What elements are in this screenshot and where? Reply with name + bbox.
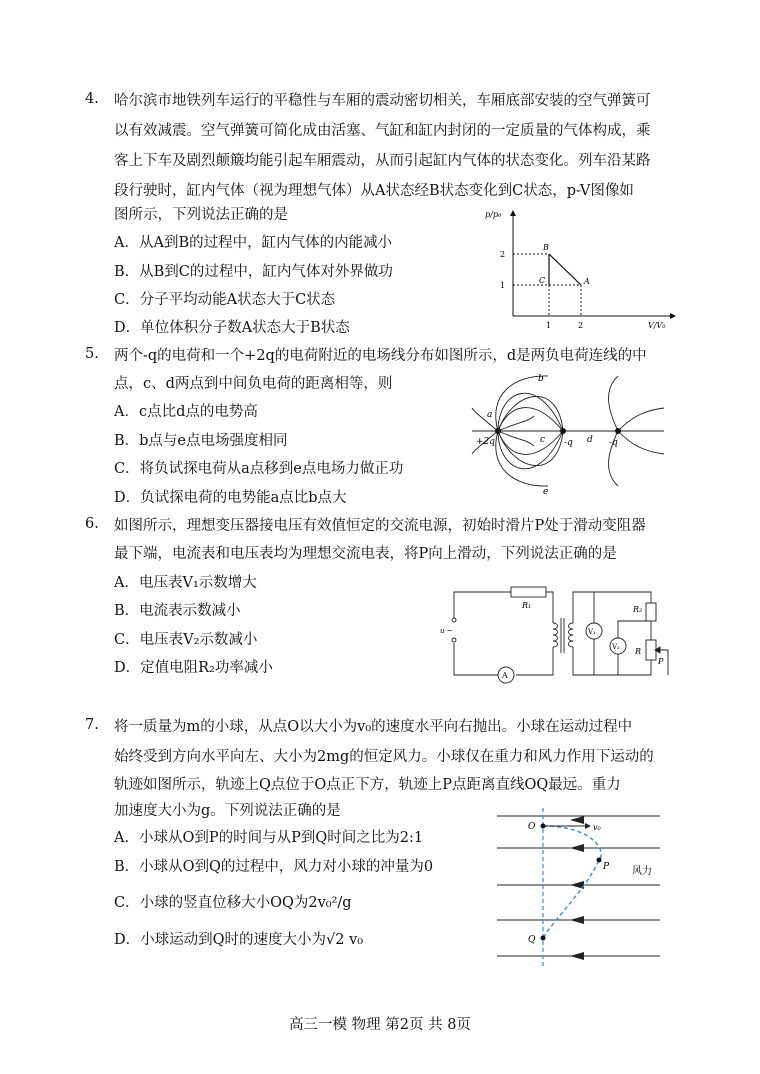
label-point-a: a [487, 410, 493, 420]
pv-ytick: 1 [500, 281, 506, 290]
label-v2: V₂ [612, 643, 620, 651]
label-neg-charge: -q [609, 438, 618, 448]
label-pos-charge: +2q [476, 437, 496, 447]
label-point-b: b [538, 374, 544, 384]
q4-number: 4. [85, 91, 99, 107]
trajectory [543, 826, 601, 938]
resistor-r2 [646, 603, 656, 621]
q7-option-d: D．小球运动到Q时的速度大小为√2 v₀ [114, 932, 364, 948]
q7-text-line: 轨迹如图所示，轨迹上Q点位于O点正下方，轨迹上P点距离直线OQ最远。重力 [114, 777, 621, 793]
q4-text-line: 哈尔滨市地铁列车运行的平稳性与车厢的震动密切相关，车厢底部安装的空气弹簧可 [114, 93, 651, 109]
q4-text-line: 以有效减震。空气弹簧可简化成由活塞、气缸和缸内封闭的一定质量的气体构成，乘 [114, 123, 651, 139]
pv-point-b: B [543, 243, 549, 252]
q5-text-line: 两个-q的电荷和一个+2q的电荷附近的电场线分布如图所示，d是两负电荷连线的中 [114, 348, 647, 364]
label-ammeter: A [502, 671, 508, 680]
q5-option-b: B．b点与e点电场强度相同 [114, 433, 288, 449]
q4-text-line: 客上下车及剧烈颠簸均能引起车厢震动，从而引起缸内气体的状态变化。列车沿某路 [114, 153, 651, 169]
secondary-coil [569, 623, 574, 647]
pv-ylabel: p/p₀ [485, 210, 502, 219]
q6-number: 6. [85, 516, 99, 532]
point-q [541, 936, 546, 941]
q5-option-d: D．负试探电荷的电势能a点比b点大 [114, 490, 347, 506]
q7-option-a: A．小球从O到P的时间与从P到Q时间之比为2:1 [114, 830, 424, 846]
pv-graph [480, 204, 680, 334]
point-p [597, 858, 602, 863]
q5-text-line: 点，c、d两点到中间负电荷的距离相等，则 [114, 376, 393, 392]
q4-text-line: 段行驶时，缸内气体（视为理想气体）从A状态经B状态变化到C状态，p-V图像如 [114, 183, 634, 199]
page-footer: 高三一模 物理 第2页 共 8页 [289, 1017, 471, 1033]
wind-trajectory-diagram [495, 808, 665, 968]
label-q: Q [528, 935, 536, 945]
q4-option-b: B．从B到C的过程中，缸内气体对外界做功 [114, 264, 393, 280]
electric-field-diagram [468, 370, 668, 500]
label-v0: v₀ [593, 823, 601, 832]
q5-option-a: A．c点比d点的电势高 [114, 404, 258, 420]
q6-text-line: 如图所示，理想变压器接电压有效值恒定的交流电源，初始时滑片P处于滑动变阻器 [114, 518, 646, 534]
q7-option-c: C．小球的竖直位移大小OQ为2v₀²/g [114, 895, 352, 911]
q4-option-c: C．分子平均动能A状态大于C状态 [114, 292, 336, 308]
label-r2: R₂ [633, 605, 643, 614]
label-wind: 风力 [632, 866, 652, 877]
primary-coil [553, 623, 558, 647]
label-point-d: d [587, 435, 593, 445]
q7-text-line: 加速度大小为g。下列说法正确的是 [114, 803, 341, 819]
q6-option-b: B．电流表示数减小 [114, 603, 241, 619]
q7-number: 7. [85, 717, 99, 733]
label-v1: V₁ [588, 628, 596, 636]
resistor-r1 [511, 587, 546, 597]
q4-text-line: 图所示，下列说法正确的是 [114, 207, 288, 223]
label-point-e: e [543, 487, 549, 497]
label-r1: R₁ [522, 601, 532, 610]
pv-point-a: A [584, 277, 590, 286]
q7-option-b: B．小球从O到Q的过程中，风力对小球的冲量为0 [114, 859, 434, 875]
pv-ba-line [549, 254, 581, 285]
label-source: u ~ [440, 627, 453, 635]
label-p: P [603, 862, 610, 872]
pv-xtick: 2 [578, 321, 584, 330]
pv-xlabel: V/V₀ [648, 321, 666, 330]
q5-option-c: C．将负试探电荷从a点移到e点电场力做正功 [114, 461, 404, 477]
label-point-c: c [540, 435, 546, 445]
q6-option-a: A．电压表V₁示数增大 [114, 575, 257, 591]
q4-option-a: A．从A到B的过程中，缸内气体的内能减小 [114, 235, 393, 251]
pv-ytick: 2 [500, 250, 506, 259]
point-o [541, 824, 546, 829]
positive-charge [495, 428, 501, 434]
q5-number: 5. [85, 346, 99, 362]
label-slider-p: P [658, 657, 664, 666]
pv-xtick: 1 [546, 321, 552, 330]
negative-charge-middle [560, 428, 566, 434]
pv-point-c: C [539, 276, 546, 285]
label-r: R [635, 647, 642, 656]
negative-charge-right [615, 428, 621, 434]
q7-text-line: 始终受到方向水平向左、大小为2mg的恒定风力。小球仅在重力和风力作用下运动的 [114, 749, 654, 765]
q7-text-line: 将一质量为m的小球，从点O以大小为v₀的速度水平向右抛出。小球在运动过程中 [114, 719, 633, 735]
q6-text-line: 最下端，电流表和电压表均为理想交流电表，将P向上滑动，下列说法正确的是 [114, 546, 617, 562]
q6-option-d: D．定值电阻R₂功率减小 [114, 660, 273, 676]
q6-option-c: C．电压表V₂示数减小 [114, 632, 258, 648]
transformer-circuit [436, 578, 686, 688]
q4-option-d: D．单位体积分子数A状态大于B状态 [114, 320, 350, 336]
label-neg-charge: -q [564, 438, 573, 448]
label-o: O [528, 822, 536, 832]
